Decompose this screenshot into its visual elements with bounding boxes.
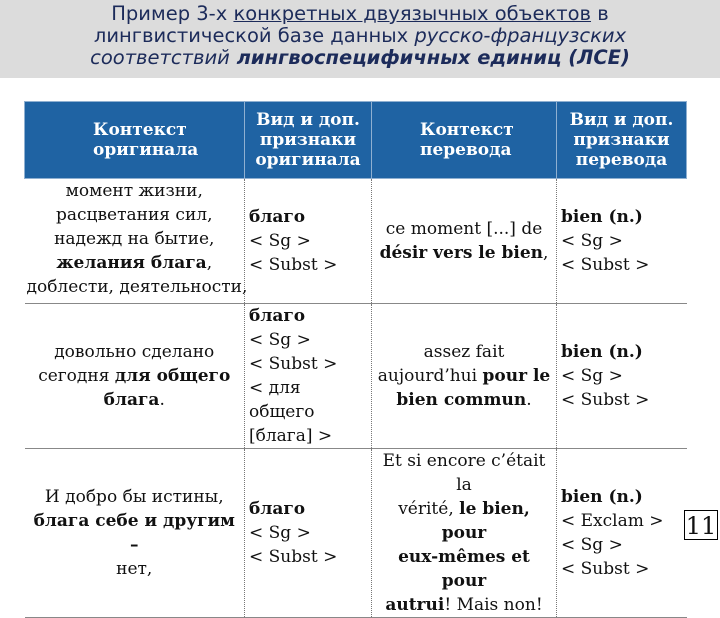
original-context-cell: довольно сделано сегодня для общего блага. <box>25 304 245 449</box>
title-line-1: Пример 3-х конкретных двуязычных объектов в <box>111 2 609 25</box>
original-features-cell: благо < Sg > < Subst > <box>245 179 372 304</box>
translation-features-cell: bien (n.) < Sg > < Subst > <box>557 179 687 304</box>
original-features-cell: благо < Sg > < Subst > < для общего [блага] > <box>245 304 372 449</box>
header-translation-features: Вид и доп. признаки перевода <box>557 102 687 179</box>
table-row <box>25 449 687 618</box>
original-context-cell: момент жизни, расцветания сил, надежд на бытие, желания блага, доблести, деятельности, <box>25 179 245 304</box>
title-line-2: лингвистической базе данных русско-французских <box>93 24 627 47</box>
table-header-row <box>25 102 687 179</box>
header-original-features: Вид и доп. признаки оригинала <box>245 102 372 179</box>
translation-features-cell: bien (n.) < Sg > < Subst > <box>557 304 687 449</box>
header-original-context: Контекст оригинала <box>25 102 245 179</box>
correspondence-table <box>24 101 687 618</box>
original-features-cell: благо < Sg > < Subst > <box>245 449 372 618</box>
original-context-cell: И добро бы истины, блага себе и другим – нет, <box>25 449 245 618</box>
slide-title <box>0 0 720 78</box>
table-row <box>25 179 687 304</box>
translation-features-cell: bien (n.) < Exclam > < Sg > < Subst > <box>557 449 687 618</box>
translation-context-cell: ce moment [...] de désir vers le bien, <box>372 179 557 304</box>
title-line-3: соответствий лингвоспецифичных единиц (ЛСЕ) <box>90 46 630 69</box>
table-row <box>25 304 687 449</box>
page-number: 11 <box>685 512 717 540</box>
translation-context-cell: assez fait aujourd’hui pour le bien commun. <box>372 304 557 449</box>
header-translation-context: Контекст перевода <box>372 102 557 179</box>
translation-context-cell: Et si encore c’était la vérité, le bien, pour eux-mêmes et pour autrui! Mais non! <box>372 449 557 618</box>
